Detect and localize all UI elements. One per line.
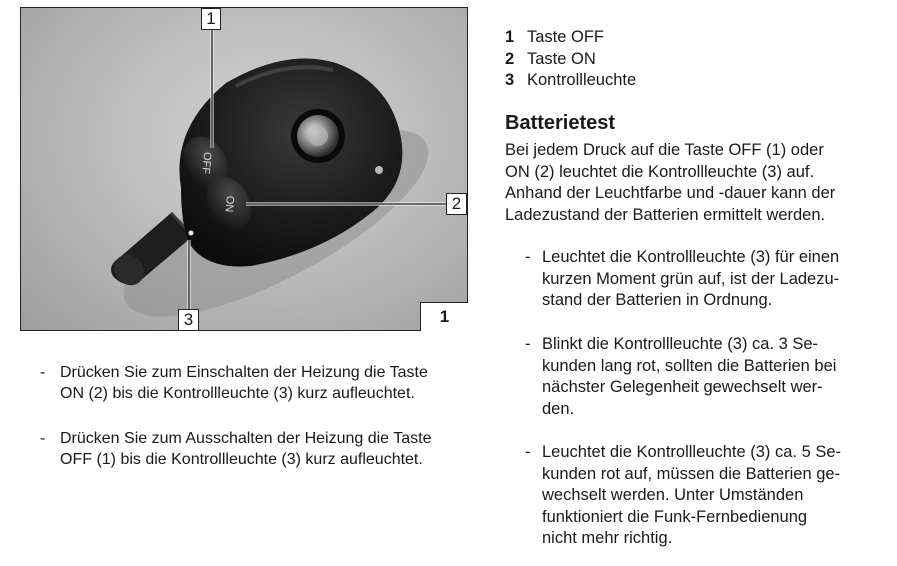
bullet-text: Leuchtet die Kontrollleuchte (3) ca. 5 Se- kunden rot auf, müssen die Batterien ge- wechselt werden. Unter Umständen funktioniert die Funk-Fernbedienung nicht mehr richtig.	[542, 443, 842, 547]
svg-text:OFF: OFF	[199, 151, 214, 175]
legend-item: 1 Taste OFF	[505, 28, 605, 46]
bullet-dash: -	[40, 430, 46, 447]
indicator-light	[189, 231, 194, 236]
bullet-dash: -	[525, 335, 531, 353]
bullet-text: Blinkt die Kontrollleuchte (3) ca. 3 Se- kunden lang rot, sollten die Batterien bei nächster Gelegenheit gewechselt wer- den.	[542, 335, 837, 418]
instruction-power-on	[40, 362, 480, 404]
remote-control-drawing	[21, 8, 468, 331]
battery-status-low	[525, 334, 870, 420]
chrome-knob	[291, 109, 345, 163]
figure-legend	[505, 27, 636, 92]
battery-status-ok	[525, 247, 870, 312]
instruction-text: Drücken Sie zum Ausschalten der Heizung die Taste OFF (1) bis die Kontrollleuchte (3) kurz aufleuchtet.	[60, 430, 432, 468]
callout-1: 1	[201, 8, 221, 30]
battery-status-empty	[525, 442, 870, 550]
legend-item: 3 Kontrollleuchte	[505, 71, 637, 89]
bullet-dash: -	[40, 364, 46, 381]
legend-item: 2 Taste ON	[505, 49, 596, 68]
figure-number: 1	[420, 302, 468, 331]
section-intro: Bei jedem Druck auf die Taste OFF (1) oder ON (2) leuchtet die Kontrollleuchte (3) auf. Anhand der Leuchtfarbe und -dauer kann der Ladezustand der Batterien ermittelt werden.	[505, 141, 836, 224]
svg-text:ON: ON	[222, 195, 236, 213]
instruction-text: Drücken Sie zum Einschalten der Heizung die Taste ON (2) bis die Kontrollleuchte (3) kurz aufleuchtet.	[60, 364, 428, 402]
bullet-text: Leuchtet die Kontrollleuchte (3) für einen kurzen Moment grün auf, ist der Ladezu- stand der Batterien in Ordnung.	[542, 248, 840, 309]
remote-control-photo	[20, 7, 468, 331]
instruction-power-off	[40, 428, 480, 470]
section-title: Batterietest	[505, 112, 616, 134]
callout-3: 3	[178, 309, 199, 331]
callout-2: 2	[446, 193, 467, 215]
bullet-dash: -	[525, 248, 531, 266]
bullet-dash: -	[525, 443, 531, 461]
